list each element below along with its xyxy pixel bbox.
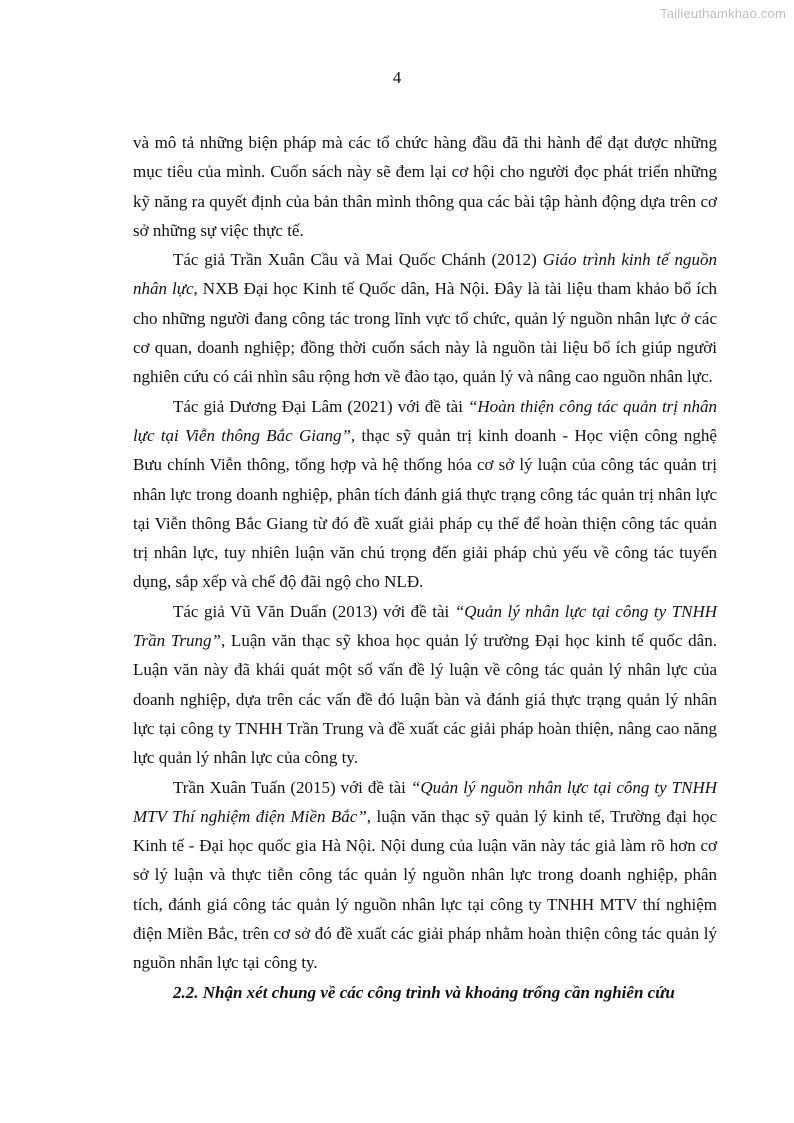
paragraph-5-text: Trần Xuân Tuấn (2015) với đề tài: [173, 777, 411, 797]
section-heading: 2.2. Nhận xét chung về các công trình và khoảng trống cần nghiên cứu: [173, 982, 675, 1002]
page-number: 4: [392, 68, 402, 87]
paragraph-4: [133, 597, 717, 773]
book-title: Giáo trình kinh tế nguồn nhân lực: [133, 250, 717, 299]
paragraph-1: và mô tả những biện pháp mà các tổ chức hàng đầu đã thi hành để đạt được những mục tiêu của mình. Cuốn sách này sẽ đem lại cơ hội cho người đọc phát triển những kỹ năng ra quyết định của bản thân mình thông qua các bài tập hành động dựa trên cơ sở những sự việc thực tế.: [133, 133, 717, 240]
thesis-title: “Quản lý nhân lực tại công ty TNHH Trần Trung”: [133, 601, 717, 651]
paragraph-2-rest: , NXB Đại học Kinh tế Quốc dân, Hà Nội. Đây là tài liệu tham khảo bổ ích cho những người đang công tác trong lĩnh vực tổ chức, quản lý nguồn nhân lực ở các cơ quan, doanh nghiệp; đồng thời cuốn sách này là nguồn tài liệu bổ ích giúp người nghiên cứu có cái nhìn sâu rộng hơn về đào tạo, quản lý và nâng cao nguồn nhân lực.: [133, 279, 718, 387]
paragraph-3: [133, 392, 717, 597]
watermark: Tailieuthamkhao.com: [660, 6, 786, 21]
paragraph-4-text: Tác giả Vũ Văn Duẩn (2013) với đề tài: [173, 601, 455, 621]
paragraph-3-rest: , thạc sỹ quản trị kinh doanh - Học viện công nghệ Bưu chính Viễn thông, tổng hợp và hệ thống hóa cơ sở lý luận của công tác quản trị nhân lực trong doanh nghiệp, phân tích đánh giá thực trạng công tác quản trị nhân lực tại Viễn thông Bắc Giang từ đó đề xuất giải pháp cụ thể để hoàn thiện công tác quản trị nhân lực, tuy nhiên luận văn chú trọng đến giải pháp chủ yếu về công tác tuyển dụng, sắp xếp và chế độ đãi ngộ cho NLĐ.: [133, 425, 717, 592]
thesis-title: “Quản lý nguồn nhân lực tại công ty TNHH MTV Thí nghiệm điện Miền Bắc”: [133, 777, 717, 826]
paragraph-5-rest: , luận văn thạc sỹ quản lý kinh tế, Trường đại học Kinh tế - Đại học quốc gia Hà Nội. Nội dung của luận văn này tác giả làm rõ hơn cơ sở lý luận và thực tiễn công tác quản lý nguồn nhân lực trong doanh nghiệp, phân tích, đánh giá công tác quản lý nguồn nhân lực tại công ty TNHH MTV thí nghiệm điện Miền Bắc, trên cơ sở đó đề xuất các giải pháp nhằm hoàn thiện công tác quản lý nguồn nhân lực tại công ty.: [133, 806, 717, 973]
paragraph-2-text: Tác giả Trần Xuân Cầu và Mai Quốc Chánh (2012): [173, 250, 543, 270]
paragraph-4-rest: , Luận văn thạc sỹ khoa học quản lý trường Đại học kinh tế quốc dân. Luận văn này đã khái quát một số vấn đề lý luận về công tác quản lý nhân lực của doanh nghiệp, dựa trên các vấn đề đó luận bàn và đánh giá thực trạng quản lý nhân lực tại công ty TNHH Trần Trung và đề xuất các giải pháp hoàn thiện, nâng cao năng lực quản lý nhân lực của công ty.: [133, 631, 717, 768]
thesis-title: “Hoàn thiện công tác quản trị nhân lực tại Viễn thông Bắc Giang”: [133, 396, 717, 445]
paragraph-2: [133, 245, 717, 391]
document-body: [133, 128, 717, 1007]
paragraph-5: [133, 773, 717, 978]
paragraph-3-text: Tác giả Dương Đại Lâm (2021) với đề tài: [173, 396, 468, 416]
